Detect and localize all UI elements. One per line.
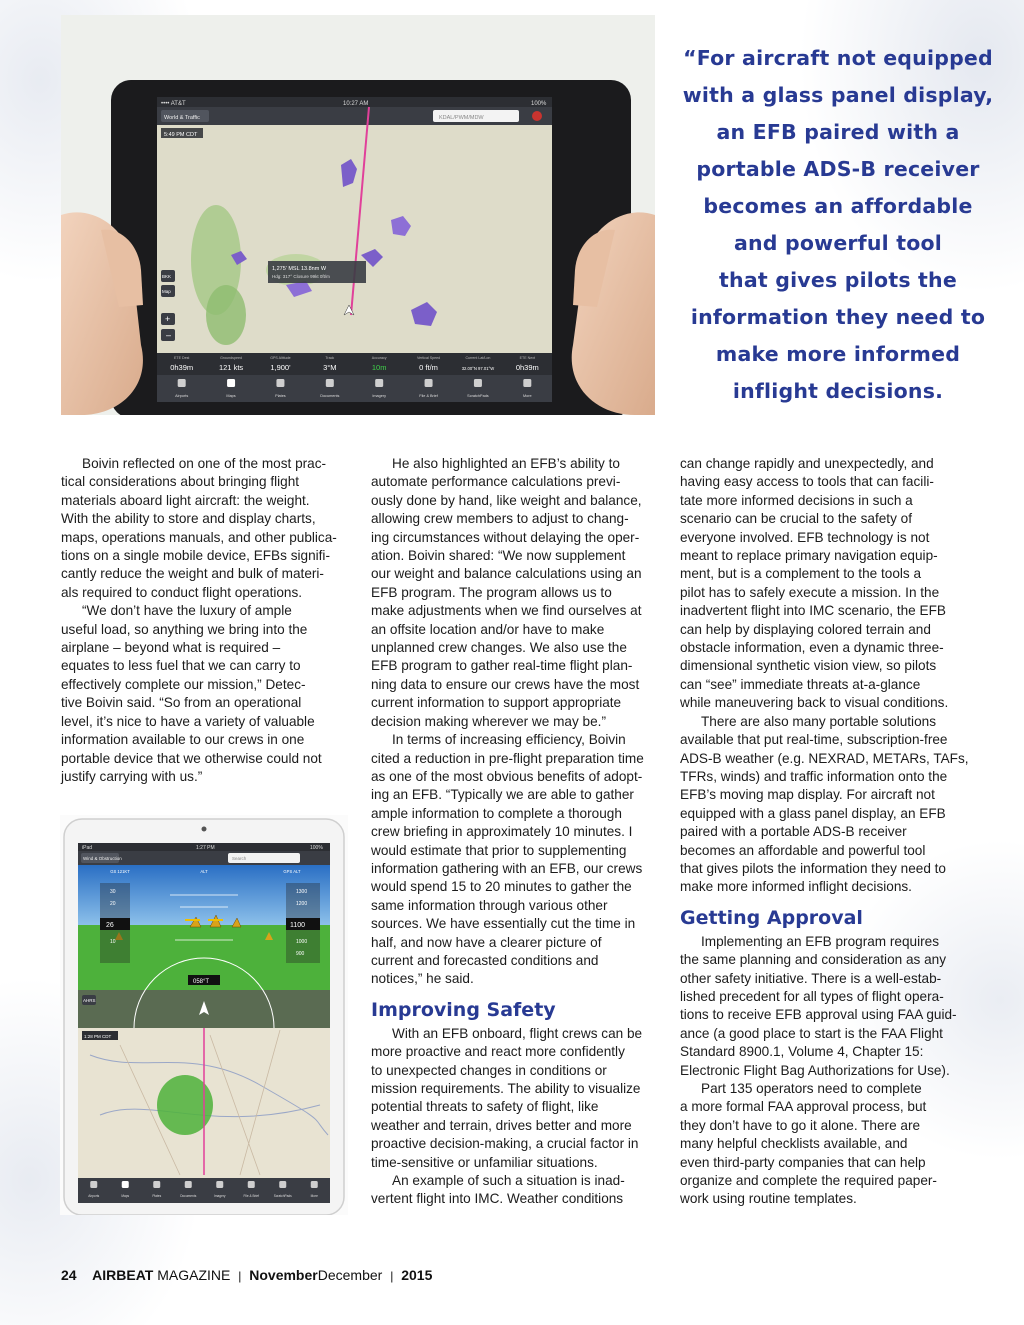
text-line: ample information to complete a thorough — [371, 805, 622, 821]
text-line: unplanned crew changes. We also use the — [371, 640, 627, 656]
text-line: “We don’t have the luxury of ample — [82, 603, 292, 619]
pull-quote-line: inflight decisions. — [732, 379, 944, 403]
text-line: scenario can be crucial to the safety of — [680, 511, 912, 527]
nav-tab-icon[interactable] — [523, 379, 531, 387]
text-line: weather and terrain, drives better and more — [371, 1117, 632, 1133]
nav-tab-label: File & Brief — [243, 1194, 260, 1198]
text-line: useful load, so anything we bring into the — [61, 621, 308, 637]
text-line: He also highlighted an EFB’s ability to — [392, 456, 620, 471]
text-line: airplane – beyond what is required – — [61, 640, 281, 656]
ahrs-button-label: AHRS — [83, 998, 96, 1003]
tablet-map-illustration — [61, 15, 655, 415]
nav-tab-icon[interactable] — [153, 1181, 160, 1188]
text-line: time-sensitive or unfamiliar situations. — [371, 1154, 598, 1170]
text-line: ing an EFB. “Typically we are able to gather — [371, 787, 634, 803]
article-column-2 — [371, 455, 663, 1209]
text-line: can “see” immediate threats at-a-glance — [680, 676, 921, 692]
svt-region-label: Wind & Obstruction — [83, 856, 122, 861]
text-line: as one of the most obvious benefits of adopt- — [371, 768, 643, 784]
map-clock: 5:49 PM CDT — [164, 132, 198, 138]
instrument-label: Accuracy — [371, 356, 387, 360]
instrument-value: 0 ft/m — [419, 363, 438, 372]
nav-tab-label: ScratchPads — [273, 1194, 292, 1198]
text-line: make adjustments when we find ourselves at — [371, 603, 642, 619]
text-line: lished precedent for all types of flight opera- — [680, 988, 944, 1004]
column-2-paragraph-4 — [371, 1172, 663, 1209]
article-column-1 — [61, 455, 351, 786]
nav-tab-icon[interactable] — [216, 1181, 223, 1188]
nav-tab-label: Maps — [226, 394, 236, 398]
svt-status-time: 1:27 PM — [196, 845, 215, 851]
altitude-tape-tick: 900 — [296, 951, 305, 957]
instrument-value: 3°M — [323, 363, 337, 372]
speed-tape-tick: 10 — [110, 939, 116, 945]
section-heading-getting-approval: Getting Approval — [680, 906, 863, 929]
nav-tab-icon[interactable] — [425, 379, 433, 387]
text-line: dimensional synthetic vision view, so pilots — [680, 658, 937, 674]
pull-quote-line: information they need to — [690, 305, 986, 329]
map-record-icon[interactable] — [532, 111, 542, 121]
text-line: can change rapidly and unexpectedly, and — [680, 456, 934, 471]
nav-tab-icon[interactable] — [122, 1181, 129, 1188]
text-line: Part 135 operators need to complete — [701, 1081, 922, 1096]
text-line: ing circumstances without delaying the oper- — [371, 529, 640, 545]
text-line: tical considerations about bringing flight — [61, 474, 300, 490]
svt-top-label: GPS ALT — [283, 869, 301, 874]
text-line: With the ability to store and display charts, — [61, 511, 316, 527]
nav-tab-label: File & Brief — [419, 394, 438, 398]
nav-tab-icon[interactable] — [474, 379, 482, 387]
nav-tab-icon[interactable] — [311, 1181, 318, 1188]
text-line: even third-party companies that can help — [680, 1154, 926, 1170]
nav-tab-label: Plates — [275, 394, 286, 398]
column-3-paragraph-3 — [680, 933, 980, 1080]
text-line: would estimate that prior to supplementing — [371, 842, 627, 858]
nav-tab-icon[interactable] — [185, 1181, 192, 1188]
text-line: would spend 15 to 20 minutes to gather the — [371, 879, 632, 895]
map-region-label: World & Traffic — [164, 115, 200, 121]
text-line: ance (a good place to start is the FAA Flight — [680, 1025, 943, 1041]
nav-tab-label: Maps — [121, 1194, 130, 1198]
instrument-value: 10m — [371, 363, 387, 372]
text-line: ADS-B weather (e.g. NEXRAD, METARs, TAFs, — [680, 750, 969, 766]
text-line: equipped with a glass panel display, an EFB — [680, 805, 946, 821]
text-line: pilot has to safely execute a mission. In the — [680, 584, 940, 600]
nav-tab-icon[interactable] — [90, 1181, 97, 1188]
footer-separator: | — [390, 1269, 394, 1283]
altitude-tape-tick: 1200 — [296, 901, 308, 907]
svt-top-label: GS 121KT — [110, 869, 130, 874]
text-line: inadvertent flight into IMC scenario, the EFB — [680, 603, 946, 619]
text-line: to unexpected changes in conditions or — [371, 1062, 607, 1078]
instrument-label: ETE Dest — [173, 356, 190, 360]
speed-tape-tick: 30 — [110, 889, 116, 895]
text-line: current information to support appropriate — [371, 695, 622, 711]
text-line: organize and complete the required paper- — [680, 1173, 937, 1189]
svt-clock: 1:28 PM CDT — [84, 1034, 112, 1039]
instrument-value: 0h39m — [515, 363, 539, 372]
plus-icon: + — [165, 314, 171, 324]
text-line: effectively complete our mission,” Detec- — [61, 676, 306, 692]
column-2-paragraph-3 — [371, 1025, 663, 1172]
pull-quote — [668, 40, 1008, 410]
text-line: maps, operations manuals, and other publica- — [61, 529, 337, 545]
nav-tab-label: Documents — [320, 394, 340, 398]
nav-tab-label: More — [522, 394, 532, 398]
text-line: an offsite location and/or have to make — [371, 621, 605, 637]
traffic-subtag: Hdg: 317° Closure 99kt 0ft/m — [272, 274, 330, 279]
text-line: portable device that we otherwise could not — [61, 750, 322, 766]
pull-quote-line: “For aircraft not equipped — [683, 46, 993, 70]
instrument-value: 32.00°N 97.01°W — [461, 366, 495, 371]
altitude-tape-tick: 1000 — [296, 939, 308, 945]
text-line: vertent flight into IMC. Weather conditions — [371, 1191, 624, 1207]
text-line: mission requirements. The ability to visualize — [371, 1081, 641, 1096]
text-line: everyone involved. EFB technology is not — [680, 529, 930, 545]
svt-status-carrier: iPad — [82, 845, 93, 851]
map-status-carrier: •••• AT&T — [161, 101, 186, 107]
issue-month-rest: December — [317, 1267, 383, 1283]
nav-tab-label: Airports — [88, 1194, 100, 1198]
instrument-label: Groundspeed — [220, 356, 242, 360]
text-line: EFB’s moving map display. For aircraft not — [680, 787, 935, 803]
svt-search-placeholder: Search — [232, 856, 247, 861]
instrument-label: Track — [325, 356, 335, 360]
page-footer — [61, 1267, 432, 1283]
text-line: proactive decision-making, a crucial factor in — [371, 1136, 639, 1152]
column-1-paragraph-2 — [61, 602, 351, 786]
text-line: potential threats to safety of flight, like — [371, 1099, 599, 1115]
text-line: same information through various other — [371, 897, 608, 913]
nav-tab-label: Airports — [175, 394, 189, 398]
text-line: more proactive and react more confidently — [371, 1044, 625, 1060]
text-line: our weight and balance calculations using an — [371, 566, 642, 582]
text-line: cited a reduction in pre-flight preparation time — [371, 750, 644, 766]
text-line: paired with a portable ADS-B receiver — [680, 824, 907, 840]
map-status-battery: 100% — [531, 101, 547, 107]
pull-quote-line: an EFB paired with a — [716, 120, 960, 144]
svt-status-battery: 100% — [310, 845, 323, 851]
text-line: ning data to ensure our crews have the most — [371, 676, 640, 692]
text-line: ation. Boivin shared: “We now supplement — [371, 548, 626, 564]
text-line: automate performance calculations previ- — [371, 474, 621, 490]
text-line: they don’t have to go it alone. There are — [680, 1117, 921, 1133]
traffic-tag: 1,275' MSL 13.8nm W — [272, 266, 327, 272]
text-line: while maneuvering back to visual conditions. — [680, 695, 949, 711]
nav-tab-icon[interactable] — [326, 379, 334, 387]
text-line: many helpful checklists available, and — [680, 1136, 908, 1152]
svt-speed-readout: 26 — [106, 922, 114, 929]
nav-tab-label: Imagery — [213, 1194, 226, 1198]
map-side-button-map-label: Map — [162, 289, 171, 294]
text-line: TFRs, winds) and traffic information onto the — [680, 768, 948, 784]
map-side-button-bkk-label: BKK — [162, 274, 172, 279]
nav-tab-icon[interactable] — [227, 379, 235, 387]
instrument-value: 0h39m — [170, 363, 194, 372]
text-line: materials aboard light aircraft: the weight. — [61, 492, 310, 508]
magazine-name-rest: MAGAZINE — [157, 1267, 231, 1283]
text-line: justify carrying with us.” — [61, 768, 203, 784]
text-line: becomes an affordable and powerful tool — [680, 842, 926, 858]
speed-tape-tick: 20 — [110, 901, 116, 907]
text-line: als required to conduct flight operations. — [61, 584, 303, 600]
column-2-paragraph-2 — [371, 731, 663, 989]
text-line: level, it’s nice to have a variety of valuable — [61, 713, 315, 729]
text-line: Standard 8900.1, Volume 4, Chapter 15: — [680, 1044, 924, 1060]
svt-top-label: ALT — [200, 869, 208, 874]
text-line: the same planning and consideration as any — [680, 952, 947, 968]
column-2-paragraph-1 — [371, 455, 663, 731]
instrument-value: 1,900' — [270, 363, 291, 372]
text-line: With an EFB onboard, flight crews can be — [392, 1025, 643, 1041]
text-line: sources. We have essentially cut the time in — [371, 916, 636, 932]
nav-tab-icon[interactable] — [279, 1181, 286, 1188]
nav-tab-label: Imagery — [372, 394, 387, 398]
text-line: In terms of increasing efficiency, Boivin — [392, 732, 626, 748]
nav-tab-label: More — [310, 1194, 318, 1198]
text-line: There are also many portable solutions — [701, 713, 936, 729]
issue-month-bold: November — [249, 1267, 318, 1283]
nav-tab-label: Documents — [180, 1194, 197, 1198]
photo-tablet-synthetic-vision — [60, 815, 348, 1215]
pull-quote-line: that gives pilots the — [719, 268, 957, 292]
pull-quote-line: make more informed — [715, 342, 961, 366]
text-line: tate more informed decisions in such a — [680, 492, 913, 508]
text-line: Boivin reflected on one of the most prac- — [82, 456, 327, 471]
text-line: tions to receive EFB approval using FAA guid- — [680, 1007, 957, 1023]
nav-tab-label: ScratchPads — [467, 394, 489, 398]
text-line: having easy access to tools that can facili- — [680, 474, 934, 490]
magazine-name-bold: AIRBEAT — [92, 1267, 154, 1283]
text-line: tions on a single mobile device, EFBs signifi- — [61, 548, 330, 564]
instrument-label: Vertical Speed — [416, 356, 441, 360]
instrument-label: ETE Next — [519, 356, 536, 360]
text-line: tive Boivin said. “So from an operational — [61, 695, 302, 711]
text-line: current and forecasted conditions and — [371, 952, 599, 968]
text-line: EFB program to gather real-time flight plan- — [371, 658, 633, 674]
map-status-time: 10:27 AM — [343, 101, 369, 107]
text-line: ment, but is a complement to the tools a — [680, 566, 922, 582]
text-line: half, and now have a clearer picture of — [371, 934, 602, 950]
text-line: equates to less fuel that we can carry to — [61, 658, 301, 674]
text-line: obstacle information, even a dynamic three- — [680, 640, 944, 656]
pull-quote-line: with a glass panel display, — [682, 83, 994, 107]
text-line: meant to replace primary navigation equip- — [680, 548, 938, 564]
pull-quote-line: portable ADS-B receiver — [696, 157, 980, 181]
section-heading-improving-safety: Improving Safety — [371, 998, 556, 1021]
text-line: decision making wherever we may be.” — [371, 713, 606, 729]
pull-quote-line: and powerful tool — [733, 231, 943, 255]
pull-quote-line: becomes an affordable — [703, 194, 973, 218]
instrument-label: GPS Altitude — [270, 356, 291, 360]
column-1-paragraph-1 — [61, 455, 351, 602]
text-line: can help by displaying colored terrain and — [680, 621, 931, 637]
text-line: EFB program. The program allows us to — [371, 584, 612, 600]
column-3-paragraph-1 — [680, 455, 980, 713]
text-line: ously done by hand, like weight and balance, — [371, 492, 642, 508]
text-line: crew briefing in approximately 10 minutes. I — [371, 824, 633, 840]
nav-tab-label: Plates — [152, 1194, 162, 1198]
text-line: work using routine templates. — [680, 1191, 857, 1207]
text-line: An example of such a situation is inad- — [392, 1173, 625, 1189]
svt-heading-readout: 058°T — [193, 979, 210, 985]
page-number: 24 — [61, 1267, 77, 1283]
footer-separator: | — [238, 1269, 242, 1283]
issue-year: 2015 — [401, 1267, 433, 1283]
text-line: cantly reduce the weight and bulk of materi- — [61, 566, 324, 582]
instrument-strip — [157, 353, 552, 375]
instrument-label: Current Lat/Lon — [465, 356, 491, 360]
text-line: Implementing an EFB program requires — [701, 933, 939, 949]
nav-tab-icon[interactable] — [178, 379, 186, 387]
map-search-placeholder: KDAL/PWM/MDW — [439, 115, 484, 121]
nav-tab-icon[interactable] — [375, 379, 383, 387]
text-line: that gives pilots the information they need to — [680, 860, 946, 876]
svt-altitude-readout: 1100 — [290, 922, 306, 929]
column-3-paragraph-4 — [680, 1080, 980, 1209]
photo-tablet-moving-map — [61, 15, 655, 415]
text-line: information gathering with an EFB, our crews — [371, 860, 643, 876]
text-line: notices,” he said. — [371, 971, 474, 987]
front-camera-icon — [202, 827, 207, 832]
text-line: Electronic Flight Bag Authorizations for Use). — [680, 1062, 950, 1078]
altitude-tape-tick: 1300 — [296, 889, 308, 895]
text-line: other safety initiative. There is a well-estab- — [680, 970, 942, 986]
column-3-paragraph-2 — [680, 713, 980, 897]
text-line: make more informed inflight decisions. — [680, 879, 912, 895]
text-line: a more formal FAA approval process, but — [680, 1099, 927, 1115]
text-line: information available to our crews in one — [61, 732, 305, 748]
nav-tab-icon[interactable] — [248, 1181, 255, 1188]
text-line: available that put real-time, subscription-free — [680, 732, 948, 748]
tablet-svt-illustration — [60, 815, 348, 1215]
nav-tab-icon[interactable] — [276, 379, 284, 387]
article-column-3 — [680, 455, 980, 1209]
minus-icon: – — [166, 330, 172, 340]
instrument-value: 121 kts — [218, 363, 244, 372]
text-line: allowing crew members to adjust to chang- — [371, 511, 629, 527]
